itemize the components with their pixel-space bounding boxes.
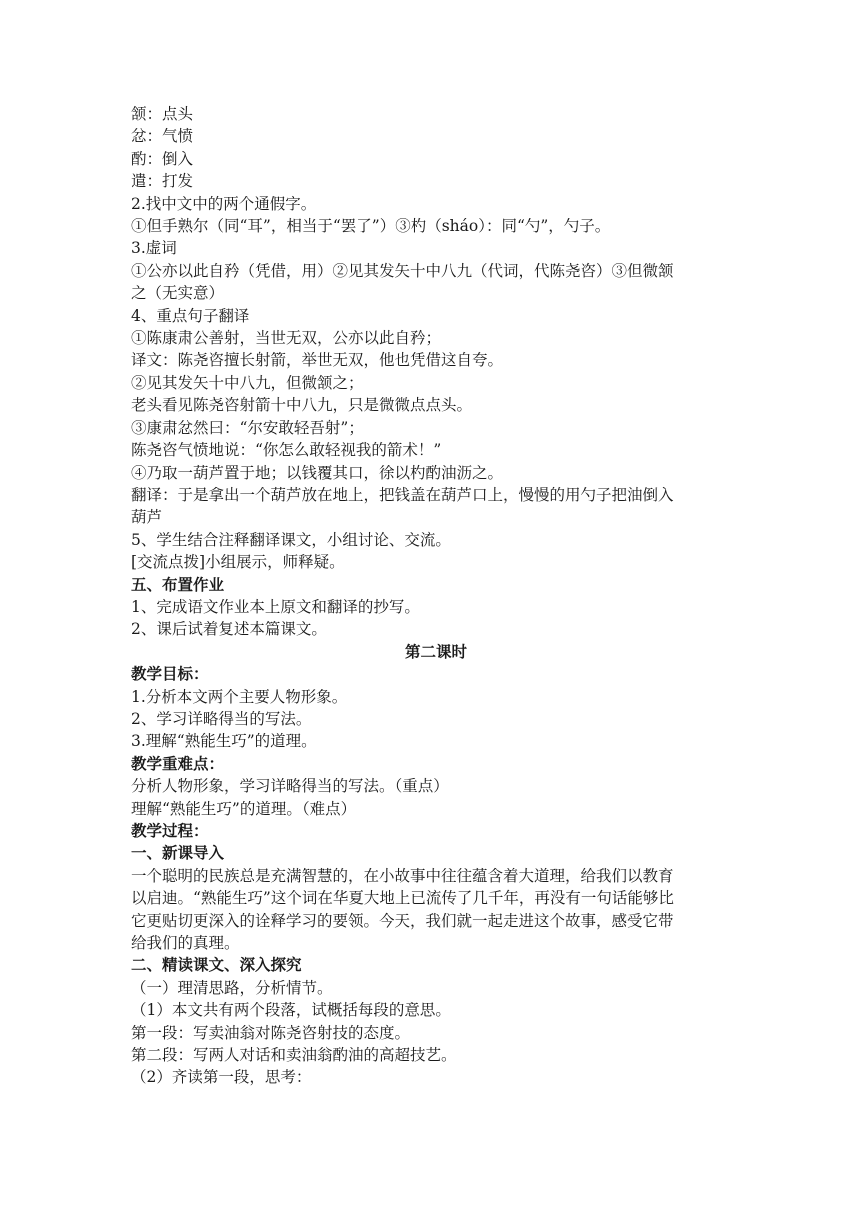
heading-line: 教学过程：	[131, 821, 209, 840]
text-line: 翻译：于是拿出一个葫芦放在地上，把钱盖在葫芦口上，慢慢的用勺子把油倒入	[131, 485, 674, 504]
text-line: 第一段：写卖油翁对陈尧咨射技的态度。	[131, 1023, 411, 1042]
text-line: 陈尧咨气愤地说：“你怎么敢轻视我的箭术！”	[131, 441, 442, 460]
text-line: 以启迪。“熟能生巧”这个词在华夏大地上已流传了几千年，再没有一句话能够比	[131, 889, 674, 908]
heading-line: 一、新课导入	[131, 843, 225, 863]
text-line: 颔：点头	[131, 105, 194, 123]
text-line: 葫芦	[131, 508, 163, 527]
text-line: ③康肃忿然曰：“尔安敢轻吾射”；	[131, 418, 364, 437]
text-line: 1.分析本文两个主要人物形象。	[131, 687, 348, 706]
text-line: ②见其发矢十中八九，但微颔之；	[131, 373, 364, 392]
text-line: 一个聪明的民族总是充满智慧的，在小故事中往往蕴含着大道理，给我们以教育	[131, 866, 674, 885]
text-line: [交流点拨]小组展示，师释疑。	[131, 553, 345, 572]
text-line: 5、学生结合注释翻译课文，小组讨论、交流。	[131, 530, 451, 549]
text-line: 之（无实意）	[131, 284, 225, 303]
text-line: 译文：陈尧咨擅长射箭，举世无双，他也凭借这自夸。	[131, 351, 504, 370]
text-line: （一）理清思路，分析情节。	[131, 978, 333, 997]
heading-line: 五、布置作业	[131, 574, 225, 594]
text-line: 给我们的真理。	[131, 934, 240, 953]
text-line: 1、完成语文作业本上原文和翻译的抄写。	[131, 597, 420, 616]
text-line: 理解“熟能生巧”的道理。（难点）	[131, 799, 357, 818]
text-line: （1）本文共有两个段落，试概括每段的意思。	[131, 1001, 451, 1020]
text-line: 老头看见陈尧咨射箭十中八九，只是微微点点头。	[131, 396, 473, 415]
text-line: 忿：气愤	[131, 127, 194, 146]
text-line: 2、课后试着复述本篇课文。	[131, 620, 327, 639]
section-heading: 第二课时	[404, 641, 467, 661]
text-line: 分析人物形象，学习详略得当的写法。（重点）	[131, 777, 449, 796]
text-line: ①陈康肃公善射，当世无双，公亦以此自矜；	[131, 329, 442, 348]
text-line: （2）齐读第一段，思考：	[131, 1068, 312, 1087]
text-line: 2.找中文中的两个通假字。	[131, 194, 317, 213]
text-line: 3.虚词	[131, 239, 177, 258]
text-line: ①公亦以此自矜（凭借，用）②见其发矢十中八九（代词，代陈尧咨）③但微颔	[131, 261, 674, 280]
document-body	[131, 103, 741, 1089]
text-line: ①但手熟尔（同“耳”，相当于“罢了”）③杓（sháo）：同“勺”，勺子。	[131, 217, 611, 236]
text-line: 遣：打发	[131, 172, 194, 191]
heading-line: 二、精读课文、深入探究	[131, 955, 302, 975]
heading-line: 教学重难点：	[131, 753, 225, 773]
heading-line: 教学目标：	[131, 664, 209, 684]
text-line: ④乃取一葫芦置于地；以钱覆其口，徐以杓酌油沥之。	[131, 463, 504, 482]
text-line: 4、重点句子翻译	[131, 306, 250, 325]
text-line: 第二段：写两人对话和卖油翁酌油的高超技艺。	[131, 1046, 457, 1065]
text-line: 它更贴切更深入的诠释学习的要领。今天，我们就一起走进这个故事，感受它带	[131, 911, 674, 930]
text-line: 2、学习详略得当的写法。	[131, 709, 312, 728]
text-line: 3.理解“熟能生巧”的道理。	[131, 732, 317, 751]
text-line: 酌：倒入	[131, 149, 194, 168]
